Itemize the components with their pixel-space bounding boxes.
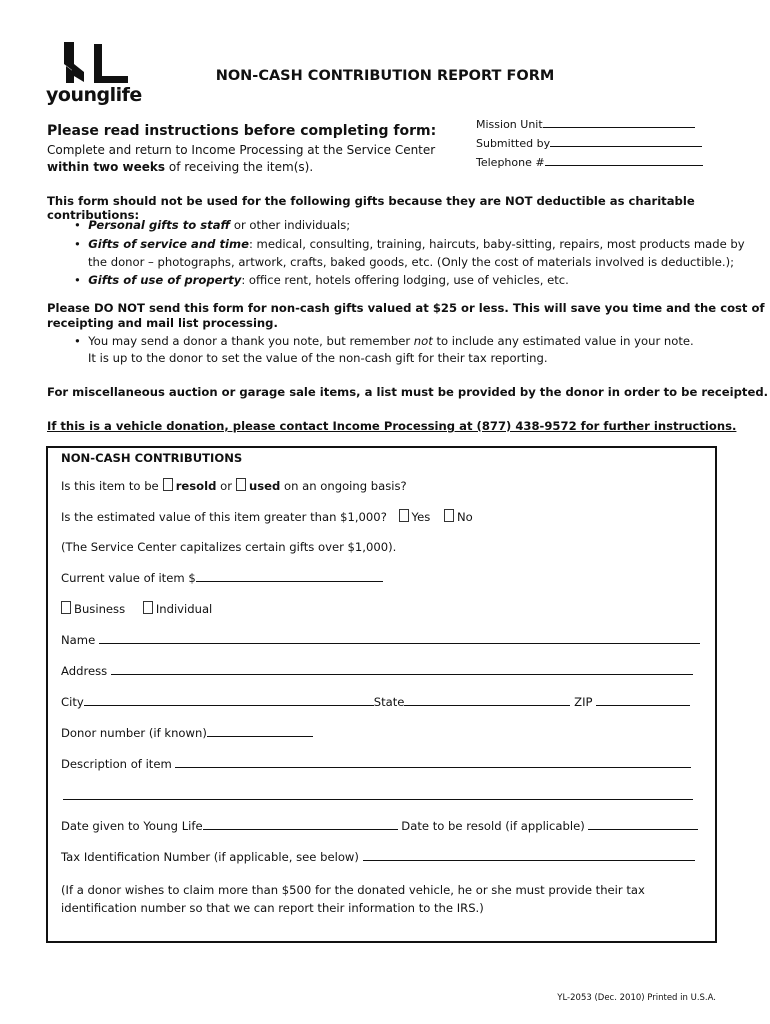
capitalize-note: (The Service Center capitalizes certain gifts over $1,000). bbox=[61, 540, 397, 554]
yes-checkbox[interactable] bbox=[399, 509, 409, 522]
form-title: NON-CASH CONTRIBUTION REPORT FORM bbox=[215, 68, 555, 84]
current-value-field[interactable]: Current value of item $ bbox=[61, 571, 383, 585]
form-footer: YL-2053 (Dec. 2010) Printed in U.S.A. bbox=[557, 993, 716, 1003]
not-deductible-heading: This form should not be used for the following gifts because they are NOT deductible as charitable contributions: bbox=[47, 194, 695, 222]
date-given-field[interactable] bbox=[203, 819, 398, 830]
do-not-send-line-1: Please DO NOT send this form for non-cash gifts valued at $25 or less. This will save you time and the cost of bbox=[47, 301, 765, 315]
dates-row: Date given to Young Life Date to be resold (if applicable) bbox=[61, 819, 698, 833]
tax-id-field[interactable]: Tax Identification Number (if applicable, see below) bbox=[61, 850, 695, 864]
submitted-by-field[interactable]: Submitted by bbox=[476, 136, 702, 150]
bullet-use-property: • Gifts of use of property: office rent, hotels offering lodging, use of vehicles, etc. bbox=[74, 273, 569, 287]
instructions-heading: Please read instructions before completing form: bbox=[47, 123, 437, 139]
individual-checkbox[interactable] bbox=[143, 601, 153, 614]
name-field[interactable]: Name bbox=[61, 633, 700, 647]
address-field[interactable]: Address bbox=[61, 664, 693, 678]
donor-type-row: Business Individual bbox=[61, 601, 212, 616]
tax-note-line-1: (If a donor wishes to claim more than $500 for the donated vehicle, he or she must provide their tax bbox=[61, 883, 645, 897]
city-field[interactable] bbox=[84, 695, 374, 706]
do-not-send-line-2: receipting and mail list processing. bbox=[47, 316, 278, 330]
description-field[interactable]: Description of item bbox=[61, 757, 691, 771]
date-resold-field[interactable] bbox=[588, 819, 698, 830]
thank-you-note-cont: It is up to the donor to set the value of the non-cash gift for their tax reporting. bbox=[88, 351, 548, 365]
bullet-service-time-cont: the donor – photographs, artwork, crafts, baked goods, etc. (Only the cost of materials involved is deductible.); bbox=[88, 255, 735, 269]
business-checkbox[interactable] bbox=[61, 601, 71, 614]
city-state-zip-row: City State ZIP bbox=[61, 695, 690, 709]
resold-checkbox[interactable] bbox=[163, 478, 173, 491]
state-field[interactable] bbox=[404, 695, 570, 706]
used-checkbox[interactable] bbox=[236, 478, 246, 491]
resold-used-question: Is this item to be resold or used on an ongoing basis? bbox=[61, 479, 407, 493]
bullet-personal-gifts: • Personal gifts to staff or other individuals; bbox=[74, 218, 351, 232]
tax-note-line-2: identification number so that we can report their information to the IRS.) bbox=[61, 901, 484, 915]
auction-note: For miscellaneous auction or garage sale items, a list must be provided by the donor in order to be receipted. bbox=[47, 385, 769, 399]
mission-unit-field[interactable]: Mission Unit bbox=[476, 117, 695, 131]
value-over-1000-question: Is the estimated value of this item greater than $1,000? Yes No bbox=[61, 510, 473, 524]
instructions-line-2: within two weeks of receiving the item(s). bbox=[47, 160, 314, 174]
vehicle-note: If this is a vehicle donation, please contact Income Processing at (877) 438-9572 for further instructions. bbox=[47, 419, 737, 433]
bullet-service-time: • Gifts of service and time: medical, consulting, training, haircuts, baby-sitting, repairs, most products made by bbox=[74, 237, 745, 251]
donor-number-field[interactable]: Donor number (if known) bbox=[61, 726, 313, 740]
no-checkbox[interactable] bbox=[444, 509, 454, 522]
description-line-2[interactable] bbox=[63, 799, 693, 800]
telephone-field[interactable]: Telephone # bbox=[476, 155, 703, 169]
logo-wordmark: younglife bbox=[46, 84, 142, 106]
thank-you-note: • You may send a donor a thank you note, but remember not to include any estimated value in your note. bbox=[74, 334, 694, 348]
contributions-heading: NON-CASH CONTRIBUTIONS bbox=[61, 451, 243, 465]
zip-field[interactable] bbox=[596, 695, 690, 706]
instructions-line-1: Complete and return to Income Processing at the Service Center bbox=[47, 143, 436, 157]
